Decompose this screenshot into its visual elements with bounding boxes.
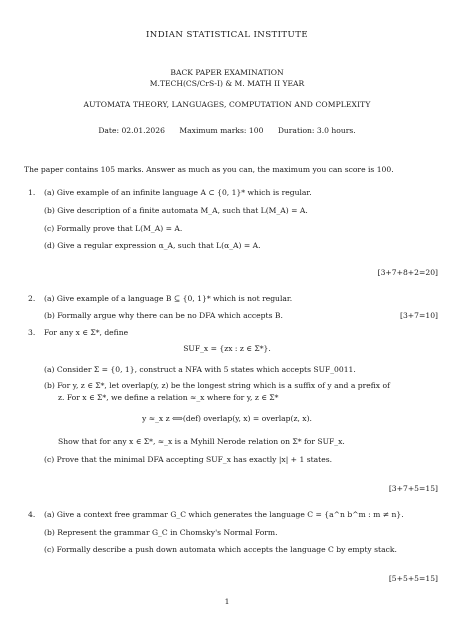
q3-definition: SUF_x = {zx : z ∈ Σ*}. — [183, 344, 271, 353]
exam-name: BACK PAPER EXAMINATION — [170, 68, 284, 77]
q3-part-c: (c) Prove that the minimal DFA accepting SUF_x has exactly |x| + 1 states. — [44, 455, 333, 464]
q1-part-a: (a) Give example of an infinite language A ⊂ {0, 1}* which is regular. — [44, 188, 312, 197]
q1-part-d: (d) Give a regular expression α_A, such that L(α_A) = A. — [44, 241, 261, 250]
q1-marks: [3+7+8+2=20] — [377, 268, 438, 277]
exam-meta — [0, 126, 454, 135]
max-marks: Maximum marks: 100 — [179, 126, 264, 135]
program-name: M.TECH(CS/CrS-I) & M. MATH II YEAR — [149, 79, 305, 88]
q1-part-c: (c) Formally prove that L(M_A) = A. — [44, 224, 183, 233]
exam-duration: Duration: 3.0 hours. — [277, 126, 356, 135]
q3-marks: [3+7+5=15] — [388, 484, 438, 493]
q4-part-a: (a) Give a context free grammar G_C which generates the language C = {a^n b^m : m ≠ n}. — [44, 510, 404, 519]
q4-part-b: (b) Represent the grammar G_C in Chomsky's Normal Form. — [44, 528, 278, 537]
course-title: AUTOMATA THEORY, LANGUAGES, COMPUTATION AND COMPLEXITY — [83, 100, 371, 109]
q3-number: 3. — [28, 328, 36, 337]
q3-show: Show that for any x ∈ Σ*, ≈_x is a Myhill Nerode relation on Σ* for SUF_x. — [58, 437, 345, 446]
q1-number: 1. — [28, 188, 36, 197]
q3-part-b-line1: (b) For y, z ∈ Σ*, let overlap(y, z) be the longest string which is a suffix of y and a prefix of — [44, 381, 390, 390]
q3-part-b-line2: z. For x ∈ Σ*, we define a relation ≈_x where for y, z ∈ Σ* — [58, 393, 279, 402]
q2-number: 2. — [28, 294, 36, 303]
page-number: 1 — [224, 597, 230, 606]
q2-marks: [3+7=10] — [400, 311, 438, 320]
q4-marks: [5+5+5=15] — [388, 574, 438, 583]
q2-part-a: (a) Give example of a language B ⊆ {0, 1}* which is not regular. — [44, 294, 293, 303]
q1-part-b: (b) Give description of a finite automata M_A, such that L(M_A) = A. — [44, 206, 308, 215]
q2-part-b: (b) Formally argue why there can be no DFA which accepts B. — [44, 311, 283, 320]
q3-equation: y ≈_x z ⟺(def) overlap(y, x) = overlap(z, x). — [142, 414, 312, 423]
instructions: The paper contains 105 marks. Answer as much as you can, the maximum you can score is 100. — [24, 165, 394, 174]
q4-part-c: (c) Formally describe a push down automata which accepts the language C by empty stack. — [44, 545, 397, 554]
exam-date: Date: 02.01.2026 — [98, 126, 165, 135]
q3-intro: For any x ∈ Σ*, define — [44, 328, 129, 337]
q4-number: 4. — [28, 510, 36, 519]
institute-title: INDIAN STATISTICAL INSTITUTE — [145, 30, 308, 40]
q3-part-a: (a) Consider Σ = {0, 1}, construct a NFA with 5 states which accepts SUF_0011. — [44, 365, 356, 374]
